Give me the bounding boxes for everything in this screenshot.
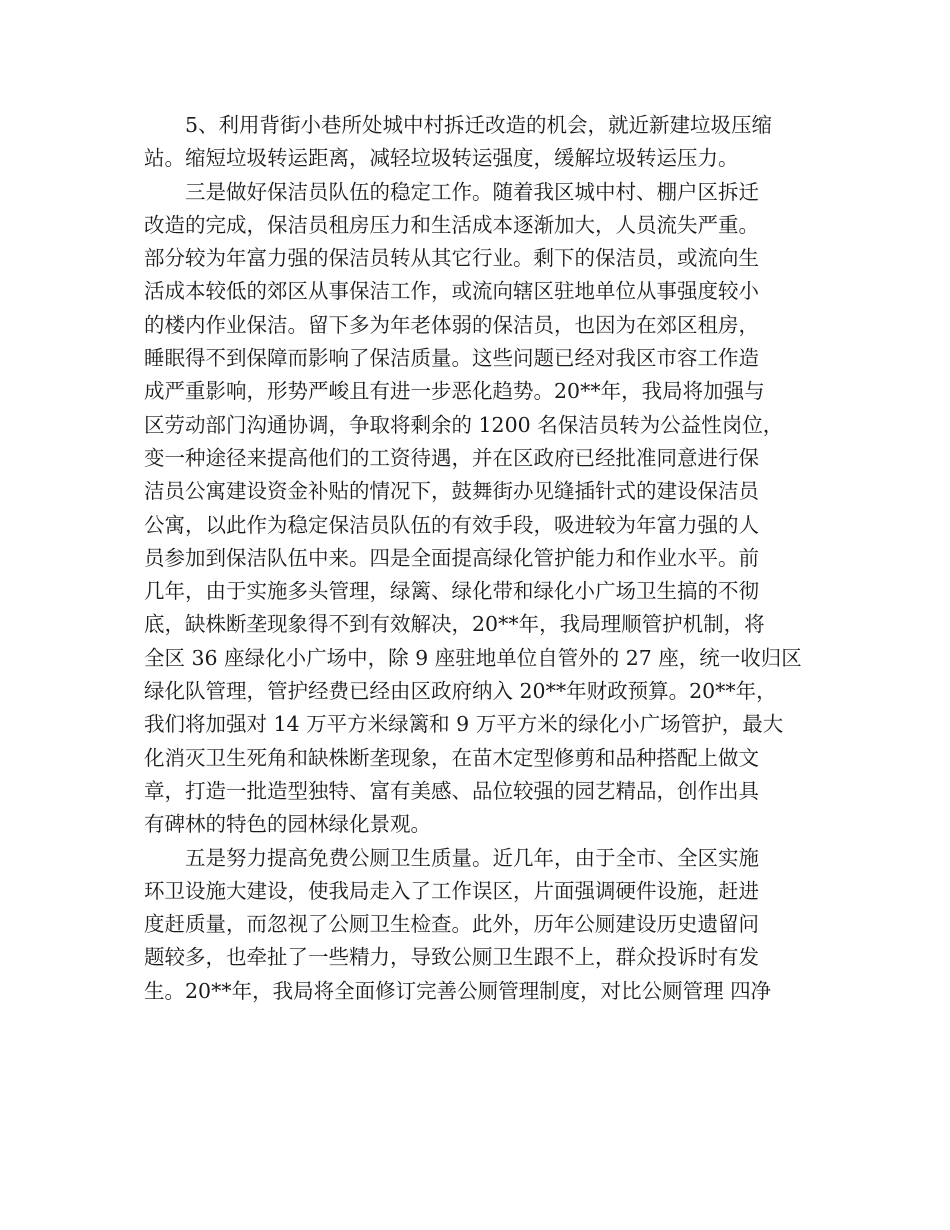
text-line: 的楼内作业保洁。留下多为年老体弱的保洁员，也因为在郊区租房，: [144, 312, 759, 337]
text-line: 有碑林的特色的园林绿化景观。: [144, 812, 431, 837]
paragraph-3: [144, 842, 806, 1008]
text-line: 成严重影响，形势严峻且有进一步恶化趋势。20**年，我局将加强与: [144, 379, 765, 404]
text-line: 三是做好保洁员队伍的稳定工作。随着我区城中村、棚户区拆迁: [185, 179, 759, 204]
text-line: 部分较为年富力强的保洁员转从其它行业。剩下的保洁员，或流向生: [144, 246, 759, 271]
text-line: 区劳动部门沟通协调，争取将剩余的 1200 名保洁员转为公益性岗位，: [144, 412, 784, 437]
text-line: 度赶质量，而忽视了公厕卫生检查。此外，历年公厕建设历史遗留问: [144, 912, 759, 937]
text-line: 绿化队管理，管护经费已经由区政府纳入 20**年财政预算。20**年，: [144, 679, 777, 704]
text-line: 全区 36 座绿化小广场中，除 9 座驻地单位自管外的 27 座，统一收归区: [144, 645, 802, 670]
text-line: 改造的完成，保洁员租房压力和生活成本逐渐加大，人员流失严重。: [144, 212, 759, 237]
paragraph-1: [144, 109, 806, 176]
paragraph-2: [144, 176, 806, 842]
text-line: 员参加到保洁队伍中来。四是全面提高绿化管护能力和作业水平。前: [144, 545, 759, 570]
text-line: 变一种途径来提高他们的工资待遇，并在区政府已经批准同意进行保: [144, 445, 759, 470]
text-line: 几年，由于实施多头管理，绿篱、绿化带和绿化小广场卫生搞的不彻: [144, 579, 759, 604]
text-line: 章，打造一批造型独特、富有美感、品位较强的园艺精品，创作出具: [144, 778, 759, 803]
text-line: 底，缺株断垄现象得不到有效解决，20**年，我局理顺管护机制，将: [144, 612, 765, 637]
text-line: 活成本较低的郊区从事保洁工作，或流向辖区驻地单位从事强度较小: [144, 279, 759, 304]
text-line: 生。20**年，我局将全面修订完善公厕管理制度，对比公厕管理 四净: [144, 978, 772, 1003]
text-line: 5、利用背街小巷所处城中村拆迁改造的机会，就近新建垃圾压缩: [185, 113, 773, 137]
text-line: 环卫设施大建设，使我局走入了工作误区，片面强调硬件设施，赶进: [144, 878, 759, 903]
text-line: 题较多，也牵扯了一些精力，导致公厕卫生跟不上，群众投诉时有发: [144, 945, 759, 970]
text-line: 睡眠得不到保障而影响了保洁质量。这些问题已经对我区市容工作造: [144, 346, 759, 371]
text-line: 站。缩短垃圾转运距离，减轻垃圾转运强度，缓解垃圾转运压力。: [144, 146, 739, 171]
text-line: 化消灭卫生死角和缺株断垄现象，在苗木定型修剪和品种搭配上做文: [144, 745, 759, 770]
text-line: 五是努力提高免费公厕卫生质量。近几年，由于全市、全区实施: [185, 845, 759, 870]
text-line: 公寓，以此作为稳定保洁员队伍的有效手段，吸进较为年富力强的人: [144, 512, 759, 537]
document-body: [144, 109, 806, 1008]
text-line: 我们将加强对 14 万平方米绿篱和 9 万平方米的绿化小广场管护，最大: [144, 712, 784, 737]
text-line: 洁员公寓建设资金补贴的情况下，鼓舞街办见缝插针式的建设保洁员: [144, 479, 759, 504]
